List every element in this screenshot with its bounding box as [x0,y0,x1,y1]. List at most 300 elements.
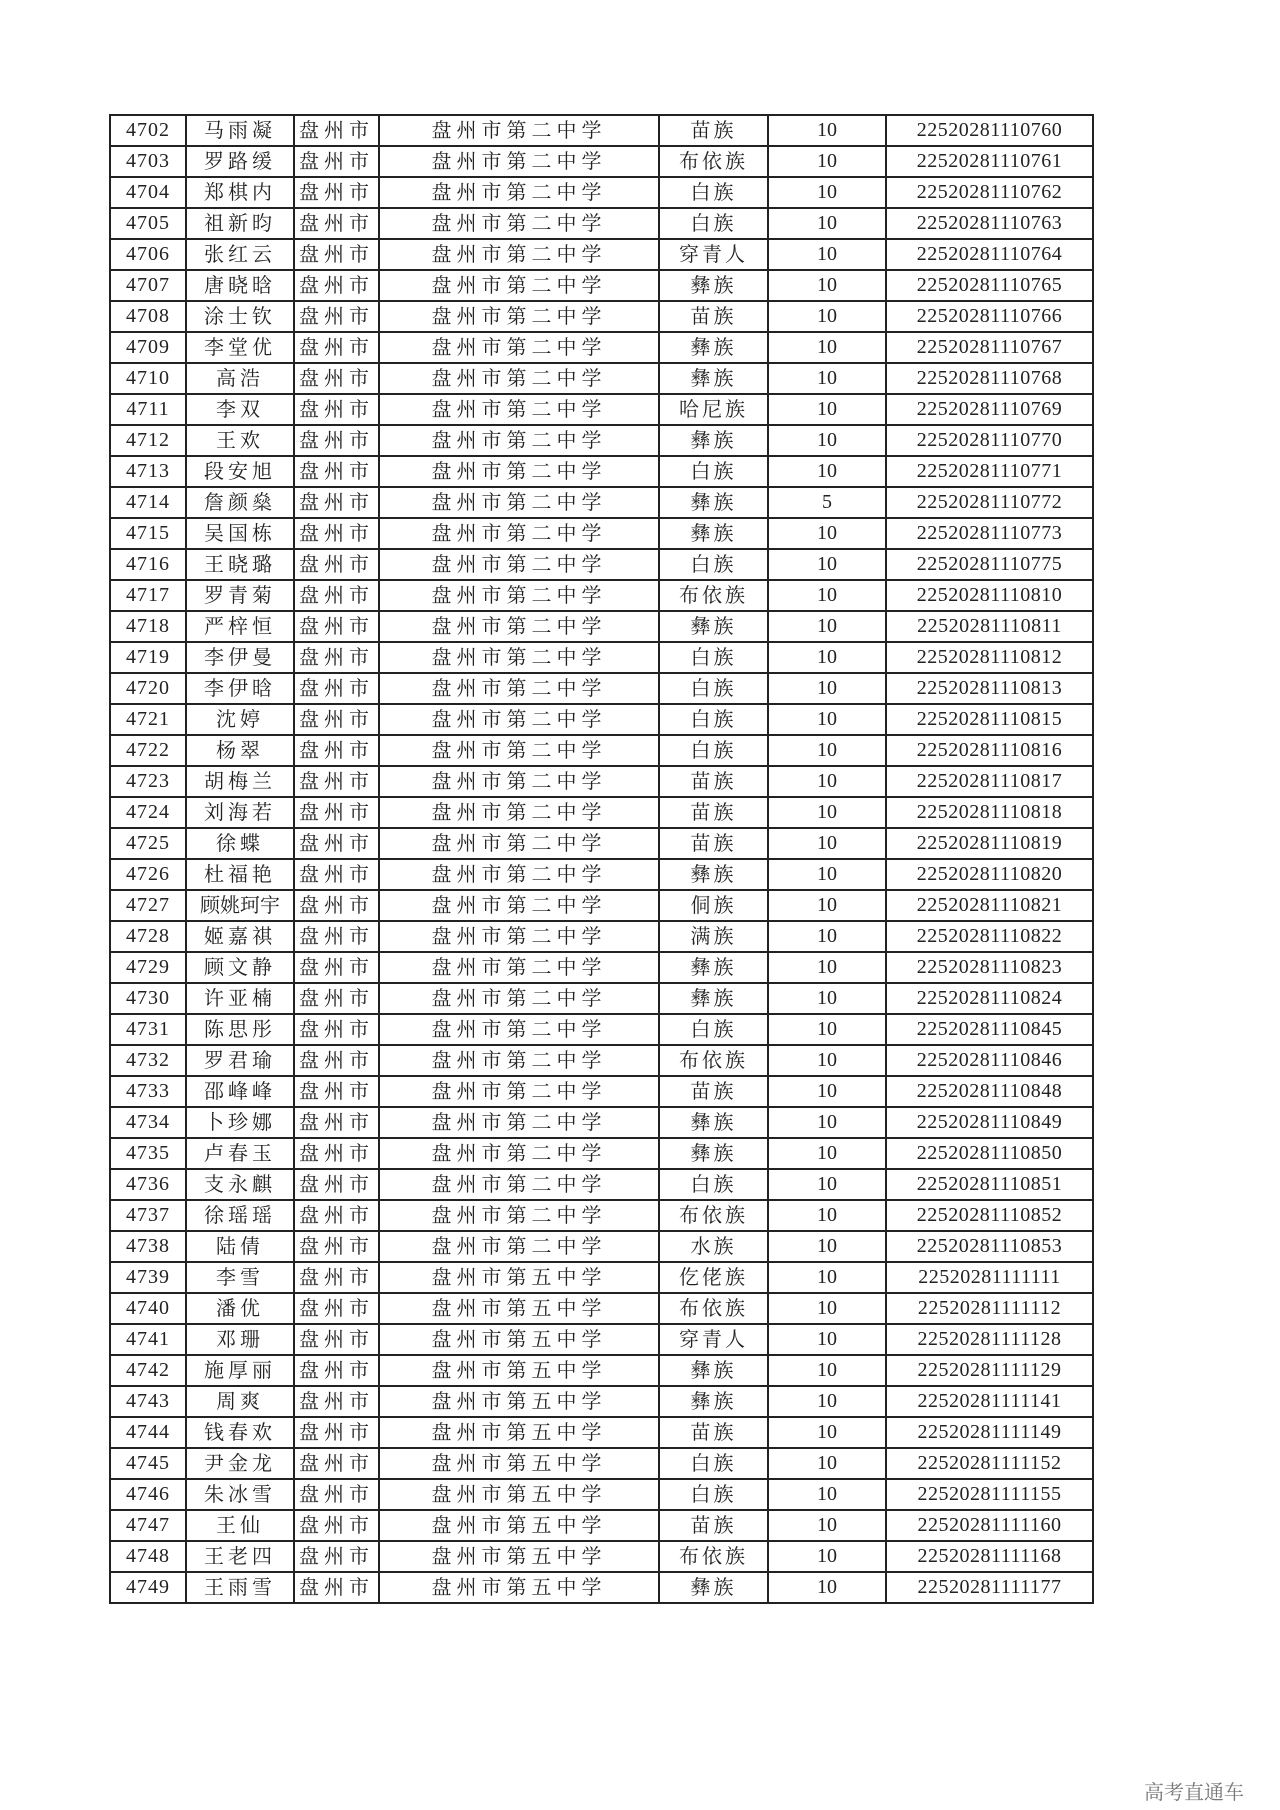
table-row [110,890,1093,921]
city-cell: 盘州市 [294,735,379,766]
table-row [110,239,1093,270]
school-cell: 盘州市第二中学 [379,518,659,549]
city-cell: 盘州市 [294,983,379,1014]
exam-id-cell: 22520281110853 [886,1231,1093,1262]
table-row [110,1138,1093,1169]
table-row [110,1417,1093,1448]
ethnicity-cell: 布依族 [659,580,768,611]
score-cell: 10 [768,921,886,952]
ethnicity-cell: 水族 [659,1231,768,1262]
exam-id-cell: 22520281110816 [886,735,1093,766]
school-cell: 盘州市第二中学 [379,425,659,456]
exam-id-cell: 22520281110821 [886,890,1093,921]
table-row [110,1200,1093,1231]
student-name-cell: 施厚丽 [186,1355,294,1386]
table-row [110,363,1093,394]
table-row [110,425,1093,456]
ethnicity-cell: 彝族 [659,1107,768,1138]
table-row [110,952,1093,983]
student-name-cell: 刘海若 [186,797,294,828]
score-cell: 10 [768,270,886,301]
school-cell: 盘州市第二中学 [379,890,659,921]
student-name-cell: 罗路缓 [186,146,294,177]
school-cell: 盘州市第五中学 [379,1417,659,1448]
student-name-cell: 李伊曼 [186,642,294,673]
score-cell: 10 [768,1572,886,1603]
city-cell: 盘州市 [294,1510,379,1541]
table-row [110,704,1093,735]
table-row [110,1262,1093,1293]
student-name-cell: 李堂优 [186,332,294,363]
school-cell: 盘州市第二中学 [379,611,659,642]
city-cell: 盘州市 [294,704,379,735]
school-cell: 盘州市第二中学 [379,270,659,301]
row-number-cell: 4726 [110,859,186,890]
table-row [110,332,1093,363]
school-cell: 盘州市第五中学 [379,1324,659,1355]
table-row [110,766,1093,797]
score-cell: 10 [768,1417,886,1448]
school-cell: 盘州市第二中学 [379,704,659,735]
city-cell: 盘州市 [294,301,379,332]
ethnicity-cell: 布依族 [659,1200,768,1231]
score-cell: 10 [768,766,886,797]
table-row [110,456,1093,487]
ethnicity-cell: 布依族 [659,1045,768,1076]
school-cell: 盘州市第二中学 [379,766,659,797]
school-cell: 盘州市第二中学 [379,239,659,270]
row-number-cell: 4715 [110,518,186,549]
exam-id-cell: 22520281111111 [886,1262,1093,1293]
score-cell: 10 [768,239,886,270]
ethnicity-cell: 白族 [659,1479,768,1510]
school-cell: 盘州市第二中学 [379,332,659,363]
school-cell: 盘州市第二中学 [379,1045,659,1076]
table-row [110,1510,1093,1541]
student-name-cell: 罗青菊 [186,580,294,611]
school-cell: 盘州市第二中学 [379,828,659,859]
table-row [110,549,1093,580]
city-cell: 盘州市 [294,1200,379,1231]
row-number-cell: 4723 [110,766,186,797]
city-cell: 盘州市 [294,394,379,425]
score-cell: 10 [768,1386,886,1417]
table-row [110,115,1093,146]
exam-id-cell: 22520281110811 [886,611,1093,642]
city-cell: 盘州市 [294,1417,379,1448]
city-cell: 盘州市 [294,1324,379,1355]
table-row [110,859,1093,890]
city-cell: 盘州市 [294,1014,379,1045]
table-row [110,673,1093,704]
student-name-cell: 张红云 [186,239,294,270]
ethnicity-cell: 彝族 [659,487,768,518]
school-cell: 盘州市第二中学 [379,487,659,518]
city-cell: 盘州市 [294,208,379,239]
score-cell: 10 [768,1138,886,1169]
score-cell: 10 [768,1014,886,1045]
student-name-cell: 杜福艳 [186,859,294,890]
school-cell: 盘州市第二中学 [379,1014,659,1045]
city-cell: 盘州市 [294,487,379,518]
exam-id-cell: 22520281110846 [886,1045,1093,1076]
student-name-cell: 严梓恒 [186,611,294,642]
ethnicity-cell: 彝族 [659,425,768,456]
student-name-cell: 李伊晗 [186,673,294,704]
exam-id-cell: 22520281111177 [886,1572,1093,1603]
exam-id-cell: 22520281110763 [886,208,1093,239]
row-number-cell: 4740 [110,1293,186,1324]
student-name-cell: 马雨凝 [186,115,294,146]
row-number-cell: 4712 [110,425,186,456]
table-row [110,735,1093,766]
city-cell: 盘州市 [294,518,379,549]
exam-id-cell: 22520281111155 [886,1479,1093,1510]
score-cell: 10 [768,1448,886,1479]
student-name-cell: 杨翠 [186,735,294,766]
score-cell: 10 [768,735,886,766]
ethnicity-cell: 彝族 [659,1138,768,1169]
school-cell: 盘州市第二中学 [379,797,659,828]
score-cell: 10 [768,1541,886,1572]
student-name-cell: 罗君瑜 [186,1045,294,1076]
school-cell: 盘州市第二中学 [379,363,659,394]
ethnicity-cell: 哈尼族 [659,394,768,425]
exam-id-cell: 22520281110822 [886,921,1093,952]
exam-id-cell: 22520281110764 [886,239,1093,270]
student-name-cell: 郑棋内 [186,177,294,208]
score-cell: 10 [768,177,886,208]
school-cell: 盘州市第二中学 [379,642,659,673]
school-cell: 盘州市第五中学 [379,1572,659,1603]
row-number-cell: 4737 [110,1200,186,1231]
student-name-cell: 徐蝶 [186,828,294,859]
ethnicity-cell: 白族 [659,704,768,735]
ethnicity-cell: 仡佬族 [659,1262,768,1293]
row-number-cell: 4732 [110,1045,186,1076]
ethnicity-cell: 彝族 [659,518,768,549]
city-cell: 盘州市 [294,890,379,921]
table-row [110,1107,1093,1138]
row-number-cell: 4739 [110,1262,186,1293]
city-cell: 盘州市 [294,177,379,208]
city-cell: 盘州市 [294,270,379,301]
ethnicity-cell: 白族 [659,549,768,580]
score-cell: 10 [768,1076,886,1107]
score-cell: 10 [768,1231,886,1262]
table-row [110,1386,1093,1417]
ethnicity-cell: 彝族 [659,1572,768,1603]
student-name-cell: 陈思彤 [186,1014,294,1045]
city-cell: 盘州市 [294,859,379,890]
ethnicity-cell: 彝族 [659,332,768,363]
city-cell: 盘州市 [294,425,379,456]
ethnicity-cell: 满族 [659,921,768,952]
school-cell: 盘州市第二中学 [379,859,659,890]
student-name-cell: 卜珍娜 [186,1107,294,1138]
score-cell: 10 [768,332,886,363]
table-row [110,487,1093,518]
exam-id-cell: 22520281111152 [886,1448,1093,1479]
ethnicity-cell: 穿青人 [659,1324,768,1355]
student-name-cell: 唐晓晗 [186,270,294,301]
score-cell: 10 [768,518,886,549]
exam-id-cell: 22520281110817 [886,766,1093,797]
student-name-cell: 陆倩 [186,1231,294,1262]
city-cell: 盘州市 [294,1045,379,1076]
row-number-cell: 4703 [110,146,186,177]
row-number-cell: 4748 [110,1541,186,1572]
exam-id-cell: 22520281110818 [886,797,1093,828]
city-cell: 盘州市 [294,1138,379,1169]
score-cell: 10 [768,301,886,332]
student-name-cell: 徐瑶瑶 [186,1200,294,1231]
ethnicity-cell: 苗族 [659,115,768,146]
ethnicity-cell: 彝族 [659,611,768,642]
table-row [110,394,1093,425]
exam-id-cell: 22520281110760 [886,115,1093,146]
student-name-cell: 顾姚珂宇 [186,890,294,921]
ethnicity-cell: 白族 [659,1169,768,1200]
table-row [110,270,1093,301]
score-cell: 10 [768,394,886,425]
row-number-cell: 4724 [110,797,186,828]
student-name-cell: 顾文静 [186,952,294,983]
table-row [110,580,1093,611]
ethnicity-cell: 白族 [659,735,768,766]
exam-id-cell: 22520281110771 [886,456,1093,487]
row-number-cell: 4717 [110,580,186,611]
exam-id-cell: 22520281111160 [886,1510,1093,1541]
row-number-cell: 4710 [110,363,186,394]
row-number-cell: 4711 [110,394,186,425]
ethnicity-cell: 苗族 [659,1417,768,1448]
city-cell: 盘州市 [294,146,379,177]
score-cell: 10 [768,859,886,890]
table-row [110,611,1093,642]
city-cell: 盘州市 [294,1355,379,1386]
city-cell: 盘州市 [294,1169,379,1200]
score-cell: 10 [768,580,886,611]
ethnicity-cell: 侗族 [659,890,768,921]
ethnicity-cell: 苗族 [659,1076,768,1107]
score-cell: 10 [768,549,886,580]
student-name-cell: 尹金龙 [186,1448,294,1479]
row-number-cell: 4713 [110,456,186,487]
row-number-cell: 4714 [110,487,186,518]
exam-id-cell: 22520281110761 [886,146,1093,177]
row-number-cell: 4730 [110,983,186,1014]
row-number-cell: 4729 [110,952,186,983]
table-row [110,1324,1093,1355]
ethnicity-cell: 布依族 [659,146,768,177]
score-cell: 10 [768,208,886,239]
ethnicity-cell: 白族 [659,177,768,208]
exam-id-cell: 22520281110815 [886,704,1093,735]
row-number-cell: 4733 [110,1076,186,1107]
table-row [110,797,1093,828]
student-name-cell: 李双 [186,394,294,425]
table-row [110,1479,1093,1510]
score-cell: 10 [768,363,886,394]
row-number-cell: 4734 [110,1107,186,1138]
school-cell: 盘州市第二中学 [379,115,659,146]
row-number-cell: 4727 [110,890,186,921]
city-cell: 盘州市 [294,115,379,146]
school-cell: 盘州市第五中学 [379,1262,659,1293]
school-cell: 盘州市第二中学 [379,1138,659,1169]
row-number-cell: 4716 [110,549,186,580]
ethnicity-cell: 苗族 [659,797,768,828]
score-cell: 10 [768,1262,886,1293]
exam-id-cell: 22520281110848 [886,1076,1093,1107]
table-row [110,518,1093,549]
score-cell: 10 [768,1293,886,1324]
school-cell: 盘州市第二中学 [379,549,659,580]
row-number-cell: 4706 [110,239,186,270]
student-name-cell: 周爽 [186,1386,294,1417]
school-cell: 盘州市第二中学 [379,1231,659,1262]
score-cell: 10 [768,704,886,735]
ethnicity-cell: 彝族 [659,952,768,983]
score-cell: 10 [768,1355,886,1386]
student-name-cell: 祖新昀 [186,208,294,239]
school-cell: 盘州市第二中学 [379,177,659,208]
row-number-cell: 4747 [110,1510,186,1541]
exam-id-cell: 22520281111112 [886,1293,1093,1324]
ethnicity-cell: 苗族 [659,301,768,332]
school-cell: 盘州市第二中学 [379,580,659,611]
table-row [110,1231,1093,1262]
score-cell: 5 [768,487,886,518]
school-cell: 盘州市第五中学 [379,1448,659,1479]
student-name-cell: 詹颜燊 [186,487,294,518]
row-number-cell: 4709 [110,332,186,363]
city-cell: 盘州市 [294,921,379,952]
table-row [110,1541,1093,1572]
score-cell: 10 [768,1479,886,1510]
city-cell: 盘州市 [294,766,379,797]
score-cell: 10 [768,890,886,921]
row-number-cell: 4736 [110,1169,186,1200]
score-cell: 10 [768,1045,886,1076]
table-row [110,1293,1093,1324]
city-cell: 盘州市 [294,797,379,828]
exam-id-cell: 22520281110819 [886,828,1093,859]
score-cell: 10 [768,425,886,456]
row-number-cell: 4721 [110,704,186,735]
score-cell: 10 [768,1107,886,1138]
exam-id-cell: 22520281110851 [886,1169,1093,1200]
student-name-cell: 王仙 [186,1510,294,1541]
exam-id-cell: 22520281110849 [886,1107,1093,1138]
table-row [110,921,1093,952]
exam-id-cell: 22520281110767 [886,332,1093,363]
student-name-cell: 支永麒 [186,1169,294,1200]
row-number-cell: 4741 [110,1324,186,1355]
exam-id-cell: 22520281110762 [886,177,1093,208]
exam-id-cell: 22520281110772 [886,487,1093,518]
school-cell: 盘州市第二中学 [379,673,659,704]
ethnicity-cell: 穿青人 [659,239,768,270]
exam-id-cell: 22520281111128 [886,1324,1093,1355]
table-row [110,1355,1093,1386]
student-name-cell: 王老四 [186,1541,294,1572]
score-cell: 10 [768,1324,886,1355]
student-name-cell: 姬嘉祺 [186,921,294,952]
row-number-cell: 4725 [110,828,186,859]
row-number-cell: 4704 [110,177,186,208]
table-row [110,1045,1093,1076]
student-name-cell: 朱冰雪 [186,1479,294,1510]
exam-id-cell: 22520281110850 [886,1138,1093,1169]
student-name-cell: 钱春欢 [186,1417,294,1448]
row-number-cell: 4749 [110,1572,186,1603]
city-cell: 盘州市 [294,239,379,270]
ethnicity-cell: 彝族 [659,1386,768,1417]
school-cell: 盘州市第二中学 [379,983,659,1014]
watermark-text: 高考直通车 [1144,1780,1244,1804]
table-row [110,1014,1093,1045]
school-cell: 盘州市第二中学 [379,1169,659,1200]
ethnicity-cell: 彝族 [659,859,768,890]
ethnicity-cell: 彝族 [659,1355,768,1386]
ethnicity-cell: 彝族 [659,983,768,1014]
school-cell: 盘州市第五中学 [379,1293,659,1324]
city-cell: 盘州市 [294,1541,379,1572]
city-cell: 盘州市 [294,952,379,983]
student-name-cell: 吴国栋 [186,518,294,549]
ethnicity-cell: 彝族 [659,270,768,301]
city-cell: 盘州市 [294,549,379,580]
city-cell: 盘州市 [294,611,379,642]
exam-id-cell: 22520281111129 [886,1355,1093,1386]
school-cell: 盘州市第二中学 [379,1076,659,1107]
table-row [110,642,1093,673]
exam-id-cell: 22520281110765 [886,270,1093,301]
ethnicity-cell: 白族 [659,208,768,239]
student-name-cell: 卢春玉 [186,1138,294,1169]
row-number-cell: 4708 [110,301,186,332]
student-name-cell: 王晓璐 [186,549,294,580]
score-cell: 10 [768,456,886,487]
school-cell: 盘州市第二中学 [379,146,659,177]
school-cell: 盘州市第二中学 [379,208,659,239]
score-cell: 10 [768,642,886,673]
exam-id-cell: 22520281110768 [886,363,1093,394]
exam-id-cell: 22520281111149 [886,1417,1093,1448]
table-row [110,1448,1093,1479]
row-number-cell: 4744 [110,1417,186,1448]
score-cell: 10 [768,1169,886,1200]
school-cell: 盘州市第二中学 [379,735,659,766]
exam-id-cell: 22520281110845 [886,1014,1093,1045]
table-row [110,1572,1093,1603]
city-cell: 盘州市 [294,1448,379,1479]
row-number-cell: 4731 [110,1014,186,1045]
city-cell: 盘州市 [294,1479,379,1510]
exam-id-cell: 22520281110820 [886,859,1093,890]
ethnicity-cell: 白族 [659,1448,768,1479]
exam-id-cell: 22520281111168 [886,1541,1093,1572]
city-cell: 盘州市 [294,332,379,363]
row-number-cell: 4702 [110,115,186,146]
row-number-cell: 4718 [110,611,186,642]
student-name-cell: 王雨雪 [186,1572,294,1603]
student-name-cell: 段安旭 [186,456,294,487]
student-name-cell: 涂士钦 [186,301,294,332]
table-row [110,983,1093,1014]
